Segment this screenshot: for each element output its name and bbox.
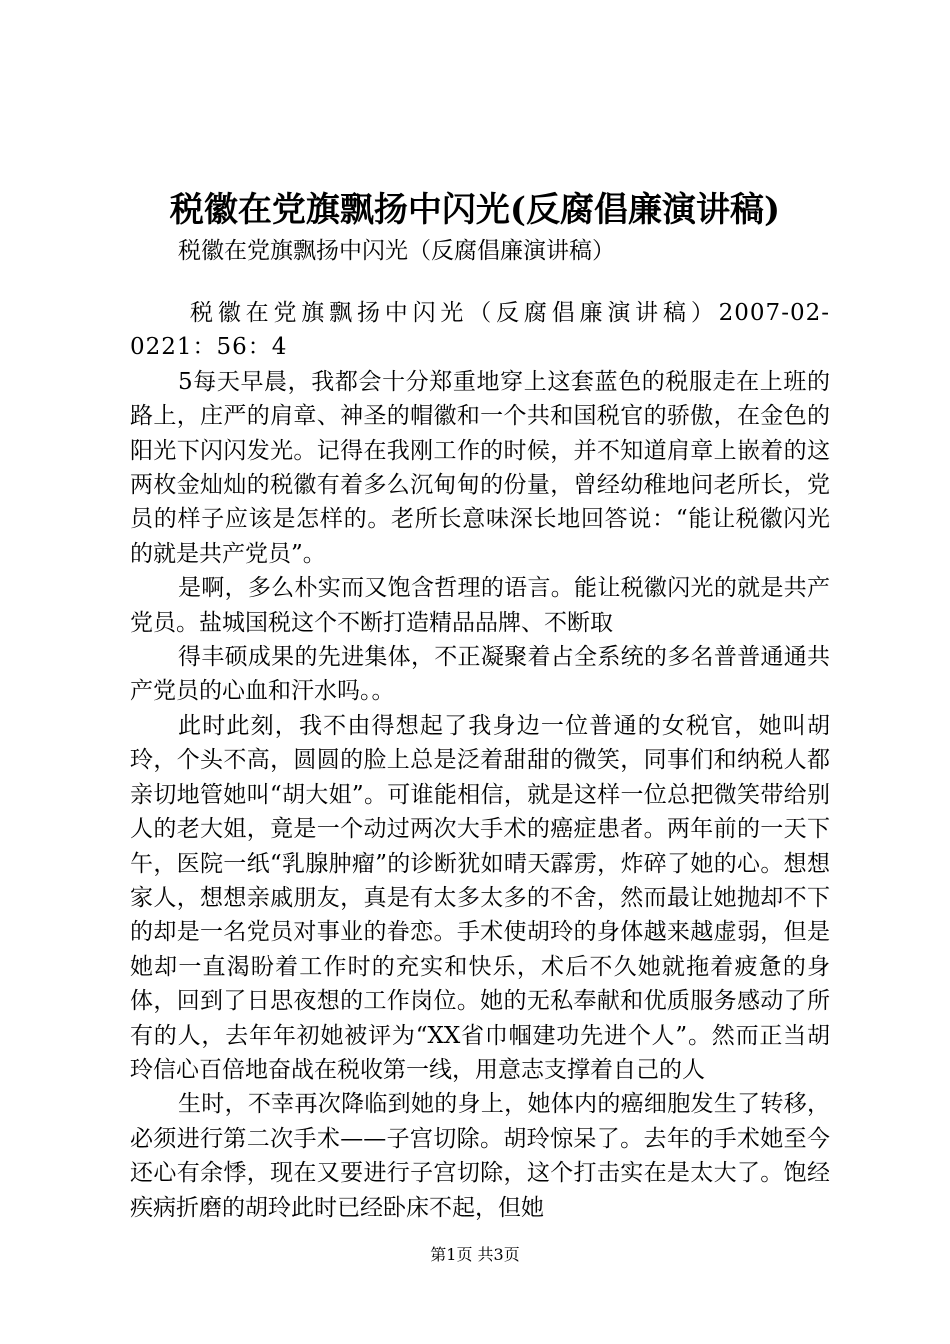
paragraph: 5每天早晨，我都会十分郑重地穿上这套蓝色的税服走在上班的路上，庄严的肩章、神圣的帽徽和一个共和国税官的骄傲，在金色的阳光下闪闪发光。记得在我刚工作的时候，并不知道肩章上嵌着的这两枚金灿灿的税徽有着多么沉甸甸的份量，曾经幼稚地问老所长，党员的样子应该是怎样的。老所长意味深长地回答说：“能让税徽闪光的就是共产党员”。 (130, 368, 830, 567)
paragraph: 此时此刻，我不由得想起了我身边一位普通的女税官，她叫胡玲，个头不高，圆圆的脸上总是泛着甜甜的微笑，同事们和纳税人都亲切地管她叫“胡大姐”。可谁能相信，就是这样一位总把微笑带给别人的老大姐，竟是一个动过两次大手术的癌症患者。两年前的一天下午，医院一纸“乳腺肿瘤”的诊断犹如晴天霹雳，炸碎了她的心。想想家人，想想亲戚朋友，真是有太多太多的不舍，然而最让她抛却不下的却是一名党员对事业的眷恋。手术使胡玲的身体越来越虚弱，但是她却一直渴盼着工作时的充实和快乐，术后不久她就拖着疲惫的身体，回到了日思夜想的工作岗位。她的无私奉献和优质服务感动了所有的人，去年年初她被评为“XX省巾帼建功先进个人”。然而正当胡玲信心百倍地奋战在税收第一线，用意志支撑着自己的人 (130, 712, 830, 1083)
paragraph: 生时，不幸再次降临到她的身上，她体内的癌细胞发生了转移，必须进行第二次手术——子宫切除。胡玲惊呆了。去年的手术她至今还心有余悸，现在又要进行子宫切除，这个打击实在是太大了。饱经疾病折磨的胡玲此时已经卧床不起，但她 (130, 1091, 830, 1221)
paragraph: 得丰硕成果的先进集体，不正凝聚着占全系统的多名普普通通共产党员的心血和汗水吗。。 (130, 644, 830, 705)
paragraph: 是啊，多么朴实而又饱含哲理的语言。能让税徽闪光的就是共产党员。盐城国税这个不断打造精品品牌、不断取 (130, 575, 830, 636)
document-body (130, 296, 830, 1225)
document-subtitle: 税徽在党旗飘扬中闪光（反腐倡廉演讲稿） (178, 238, 615, 264)
document-title: 税徽在党旗飘扬中闪光(反腐倡廉演讲稿) (169, 190, 781, 230)
page-footer: 第1页 共3页 (430, 1245, 520, 1264)
paragraph: 税徽在党旗飘扬中闪光（反腐倡廉演讲稿）2007-02-0221：56：4 (130, 300, 830, 361)
